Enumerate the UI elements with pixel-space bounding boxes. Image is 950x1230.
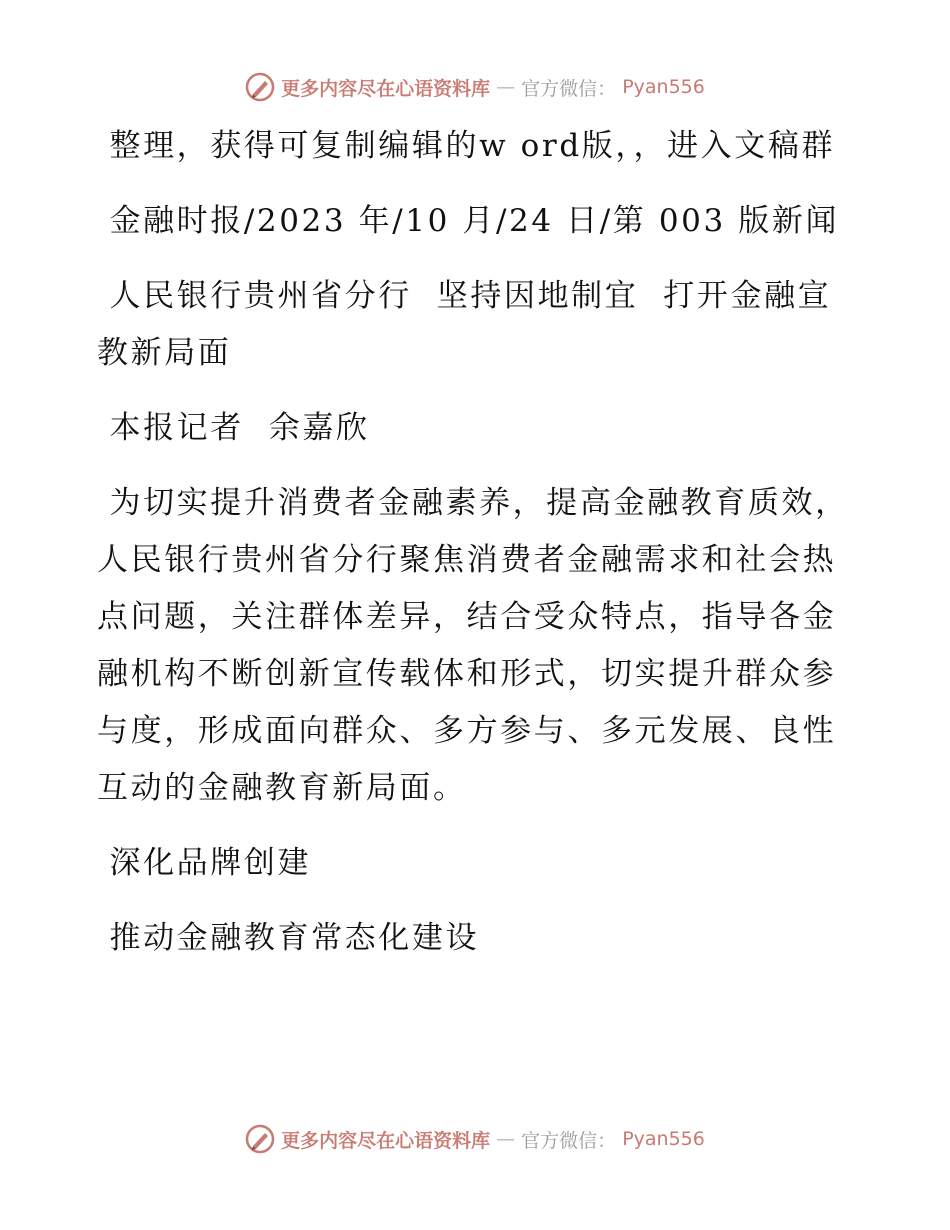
watermark-wechat-label: 官方微信： xyxy=(521,77,617,100)
watermark-site-text: 更多内容尽在心语资料库 xyxy=(281,1129,491,1152)
source-line: 金融时报/2023 年/10 月/24 日/第 003 版新闻 xyxy=(97,203,840,239)
watermark-site-text: 更多内容尽在心语资料库 xyxy=(281,77,491,100)
watermark-dash: — xyxy=(496,1128,516,1150)
watermark-dash: — xyxy=(496,76,516,98)
footer-watermark xyxy=(0,1124,950,1154)
intro-line: 整理，获得可复制编辑的w ord版，，进入文稿群 xyxy=(97,128,836,164)
watermark-wechat-id: Pyan556 xyxy=(622,1128,705,1150)
header-watermark xyxy=(0,72,950,102)
article-headline: 人民银行贵州省分行 坚持因地制宜 打开金融宣教新局面 xyxy=(97,278,832,371)
section-heading: 深化品牌创建 xyxy=(97,845,312,881)
pen-logo-icon xyxy=(245,72,275,102)
byline: 本报记者 余嘉欣 xyxy=(97,410,370,446)
watermark-wechat-id: Pyan556 xyxy=(622,76,705,98)
watermark-wechat-label: 官方微信： xyxy=(521,1129,617,1152)
pen-logo-icon xyxy=(245,1124,275,1154)
section-subheading: 推动金融教育常态化建设 xyxy=(97,920,480,956)
document-body xyxy=(97,118,853,967)
body-paragraph: 为切实提升消费者金融素养，提高金融教育质效，人民银行贵州省分行聚焦消费者金融需求和社会热点问题，关注群体差异，结合受众特点，指导各金融机构不断创新宣传载体和形式，切实提升群众参与度，形成面向群众、多方参与、多元发展、良性互动的金融教育新局面。 xyxy=(97,485,849,806)
